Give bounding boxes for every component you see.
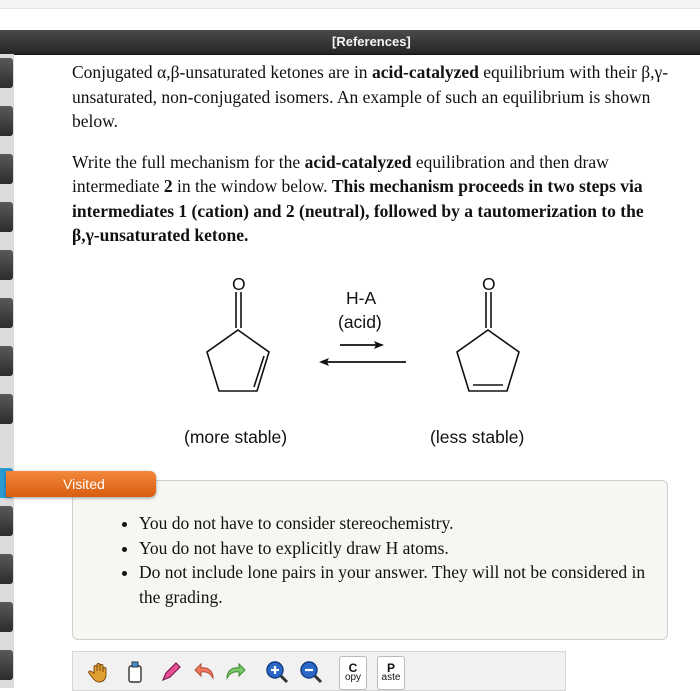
reagent-label-acid: (acid): [338, 312, 382, 332]
instruction-item: • You do not have to consider stereochemistry.: [139, 511, 667, 536]
left-molecule: [207, 292, 269, 391]
sidebar-tab[interactable]: [0, 58, 13, 88]
zoom-out-icon[interactable]: [297, 658, 325, 686]
right-oxygen-label: O: [482, 274, 496, 294]
copy-label-letter: C: [348, 661, 358, 675]
sidebar-tab[interactable]: [0, 506, 13, 536]
reaction-scheme: [170, 272, 570, 462]
zoom-in-icon[interactable]: [263, 658, 291, 686]
undo-icon[interactable]: [191, 658, 219, 686]
sidebar-tab[interactable]: [0, 154, 13, 184]
sidebar-tab[interactable]: [0, 650, 13, 680]
instructions-list: [73, 511, 667, 609]
copy-button[interactable]: [339, 656, 367, 690]
sidebar-tab[interactable]: [0, 106, 13, 136]
sidebar-tab[interactable]: [0, 602, 13, 632]
paste-label-letter: P: [386, 661, 395, 675]
left-oxygen-label: O: [232, 274, 246, 294]
task-paragraph: Write the full mechanism for the acid-catalyzed equilibration and then draw intermediate 2 in the window below. This mechanism proceeds in two steps via intermediates 1 (cation) and 2 (neutral), followed by a tautomerization to the β,γ-unsaturated ketone.: [72, 151, 644, 245]
sidebar-tab[interactable]: [0, 298, 13, 328]
instruction-item: • You do not have to explicitly draw H atoms.: [139, 536, 667, 561]
sidebar-tab[interactable]: [0, 346, 13, 376]
paste-button[interactable]: [377, 656, 405, 690]
question-sidebar: [0, 54, 14, 688]
less-stable-label: (less stable): [430, 427, 525, 447]
pencil-icon[interactable]: [157, 658, 185, 686]
instruction-item: • Do not include lone pairs in your answer. They will not be considered in the grading.: [139, 560, 667, 609]
sidebar-tab[interactable]: [0, 554, 13, 584]
question-text: [72, 60, 672, 264]
drawing-toolbar: [72, 651, 566, 691]
right-molecule: [457, 292, 519, 391]
sidebar-tab[interactable]: [0, 202, 13, 232]
instructions-box: [72, 480, 668, 640]
reagent-label: H-A: [346, 288, 377, 308]
eraser-icon[interactable]: [121, 658, 149, 686]
intro-paragraph: Conjugated α,β-unsaturated ketones are in acid-catalyzed equilibrium with their β,γ-unsaturated, non-conjugated isomers. An example of such an equilibrium is shown below.: [72, 62, 669, 131]
sidebar-tab[interactable]: [0, 394, 13, 424]
redo-icon[interactable]: [221, 658, 249, 686]
references-bar: [0, 30, 700, 55]
more-stable-label: (more stable): [184, 427, 288, 447]
browser-top-strip: [0, 0, 700, 9]
sidebar-tab[interactable]: [0, 250, 13, 280]
hand-icon[interactable]: [85, 658, 113, 686]
paste-label-rest: aste: [381, 672, 401, 683]
equilibrium-arrows: [319, 341, 406, 366]
visited-tab[interactable]: Visited: [6, 471, 156, 497]
references-link[interactable]: [References]: [332, 34, 411, 49]
copy-label-rest: opy: [344, 672, 362, 683]
